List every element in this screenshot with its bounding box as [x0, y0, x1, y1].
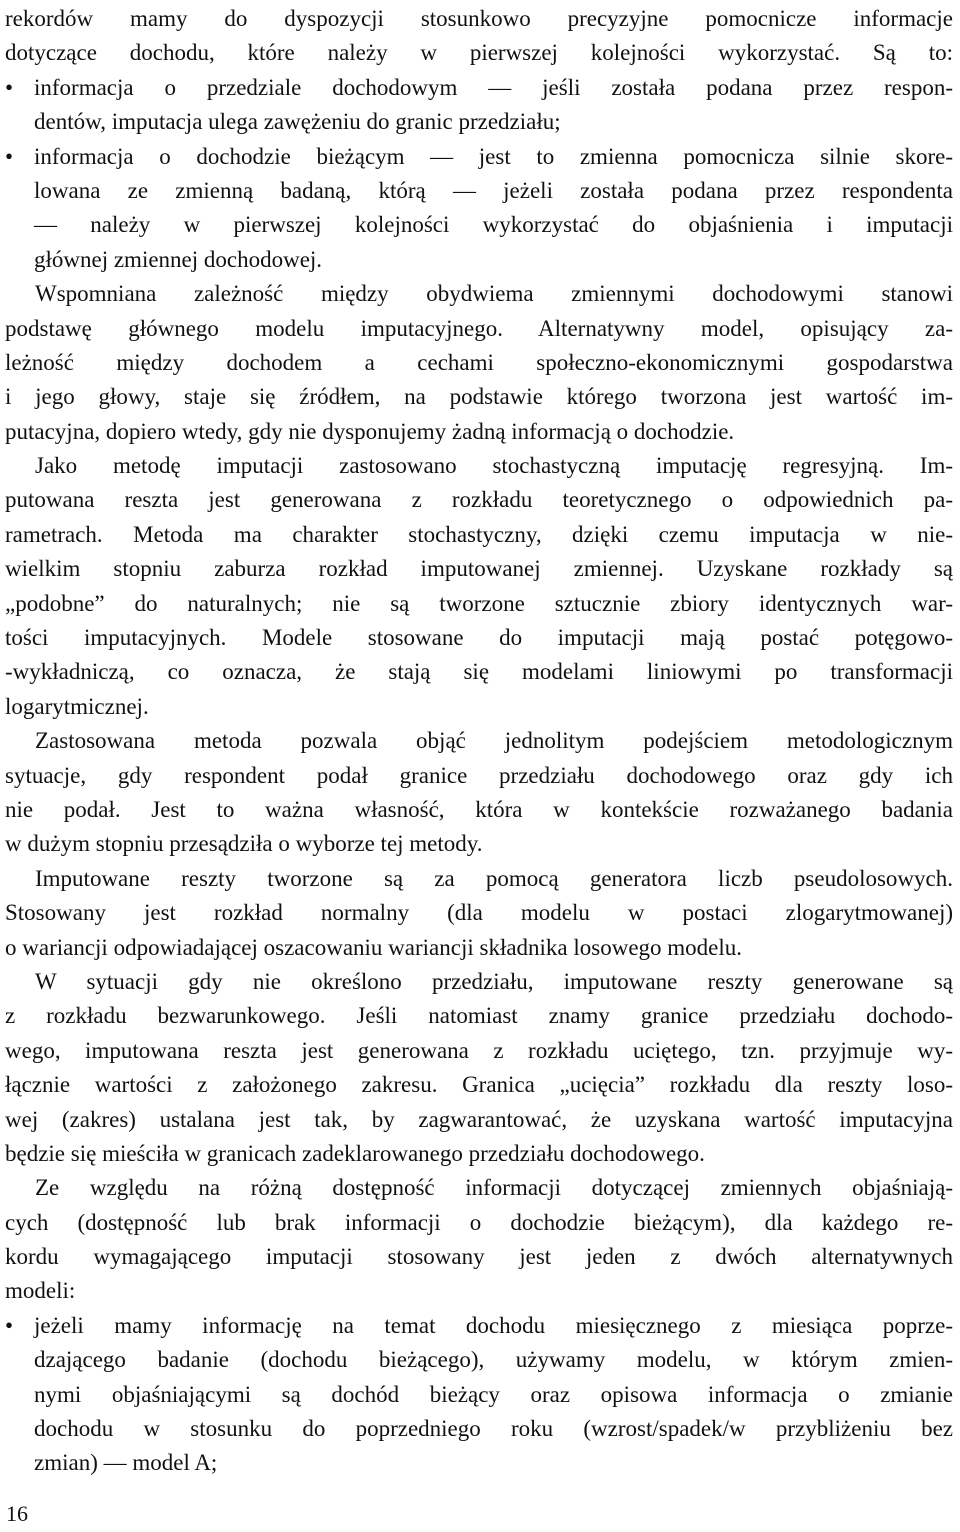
text-line: podstawę głównego modelu imputacyjnego. Alternatywny model, opisujący za-: [5, 315, 953, 341]
text-line: w dużym stopniu przesądziła o wyborze tej metody.: [5, 831, 483, 857]
text-line: nie podał. Jest to ważna własność, która w kontekście rozważanego badania: [5, 796, 953, 822]
text-line: zmian) — model A;: [34, 1450, 218, 1476]
text-line: — należy w pierwszej kolejności wykorzystać do objaśnienia i imputacji: [34, 212, 953, 238]
text-line: cych (dostępność lub brak informacji o dochodzie bieżącym), dla każdego re-: [5, 1209, 953, 1235]
text-line: dochodu w stosunku do poprzedniego roku (wzrost/spadek/w przybliżeniu bez: [34, 1416, 953, 1442]
text-line: rametrach. Metoda ma charakter stochastyczny, dzięki czemu imputacja w nie-: [5, 521, 953, 547]
text-line: logarytmicznej.: [5, 693, 149, 719]
text-line: W sytuacji gdy nie określono przedziału, imputowane reszty generowane są: [35, 968, 953, 994]
page-number: 16: [6, 1501, 28, 1526]
text-line: i jego głowy, staje się źródłem, na podstawie którego tworzona jest wartość im-: [5, 384, 953, 410]
text-line: dotyczące dochodu, które należy w pierwszej kolejności wykorzystać. Są to:: [5, 40, 953, 66]
text-line: będzie się mieściła w granicach zadeklarowanego przedziału dochodowego.: [5, 1140, 705, 1166]
text-line: putacyjna, dopiero wtedy, gdy nie dysponujemy żadną informacją o dochodzie.: [5, 418, 735, 444]
text-line: Imputowane reszty tworzone są za pomocą generatora liczb pseudolosowych.: [35, 865, 953, 891]
bullet-icon: •: [5, 143, 14, 169]
text-line: Wspomniana zależność między obydwiema zmiennymi dochodowymi stanowi: [35, 281, 953, 307]
text-line: kordu wymagającego imputacji stosowany jest jeden z dwóch alternatywnych: [5, 1244, 953, 1270]
document-page: [5, 2, 953, 1481]
text-line: Zastosowana metoda pozwala objąć jednolitym podejściem metodologicznym: [35, 728, 953, 754]
text-line: nymi objaśniającymi są dochód bieżący oraz opisowa informacja o zmianie: [34, 1381, 953, 1407]
text-line: putowana reszta jest generowana z rozkładu teoretycznego o odpowiednich pa-: [5, 487, 953, 513]
text-line: Jako metodę imputacji zastosowano stochastyczną imputację regresyjną. Im-: [35, 453, 953, 479]
text-line: -wykładniczą, co oznacza, że stają się modelami liniowymi po transformacji: [5, 659, 953, 685]
bullet-item: • informacja o przedziale dochodowym — jeśli została podana przez respon-: [5, 71, 953, 105]
text-line: głównej zmiennej dochodowej.: [34, 246, 323, 272]
bullet-item: • jeżeli mamy informację na temat dochodu miesięcznego z miesiąca poprze-: [5, 1309, 953, 1343]
text-line: Ze względu na różną dostępność informacji dotyczącej zmiennych objaśniają-: [35, 1175, 953, 1201]
bullet-icon: •: [5, 1312, 14, 1338]
text-line: wej (zakres) ustalana jest tak, by zagwarantować, że uzyskana wartość imputacyjna: [5, 1106, 953, 1132]
text-line: modeli:: [5, 1278, 76, 1304]
text-line: „podobne” do naturalnych; nie są tworzone sztucznie zbiory identycznych war-: [5, 590, 953, 616]
text-line: o wariancji odpowiadającej oszacowaniu wariancji składnika losowego modelu.: [5, 934, 743, 960]
bullet-icon: •: [5, 74, 14, 100]
text-line: wielkim stopniu zaburza rozkład imputowanej zmiennej. Uzyskane rozkłady są: [5, 556, 953, 582]
text-line: lowana ze zmienną badaną, którą — jeżeli została podana przez respondenta: [34, 177, 953, 203]
text-line: dentów, imputacja ulega zawężeniu do granic przedziału;: [34, 109, 561, 135]
text-line: sytuacje, gdy respondent podał granice przedziału dochodowego oraz gdy ich: [5, 762, 953, 788]
text-line: tości imputacyjnych. Modele stosowane do imputacji mają postać potęgowo-: [5, 625, 953, 651]
text-line: rekordów mamy do dyspozycji stosunkowo precyzyjne pomocnicze informacje: [5, 6, 953, 31]
text-line: leżność między dochodem a cechami społeczno-ekonomicznymi gospodarstwa: [5, 349, 953, 375]
text-line: Stosowany jest rozkład normalny (dla modelu w postaci zlogarytmowanej): [5, 900, 953, 926]
text-line: łącznie wartości z założonego zakresu. Granica „ucięcia” rozkładu dla reszty loso-: [5, 1072, 953, 1098]
text-line: wego, imputowana reszta jest generowana z rozkładu uciętego, tzn. przyjmuje wy-: [5, 1037, 953, 1063]
text-line: z rozkładu bezwarunkowego. Jeśli natomiast znamy granice przedziału dochodo-: [5, 1003, 953, 1029]
bullet-item: • informacja o dochodzie bieżącym — jest to zmienna pomocnicza silnie skore-: [5, 140, 953, 174]
text-line: dzającego badanie (dochodu bieżącego), używamy modelu, w którym zmien-: [34, 1347, 953, 1373]
